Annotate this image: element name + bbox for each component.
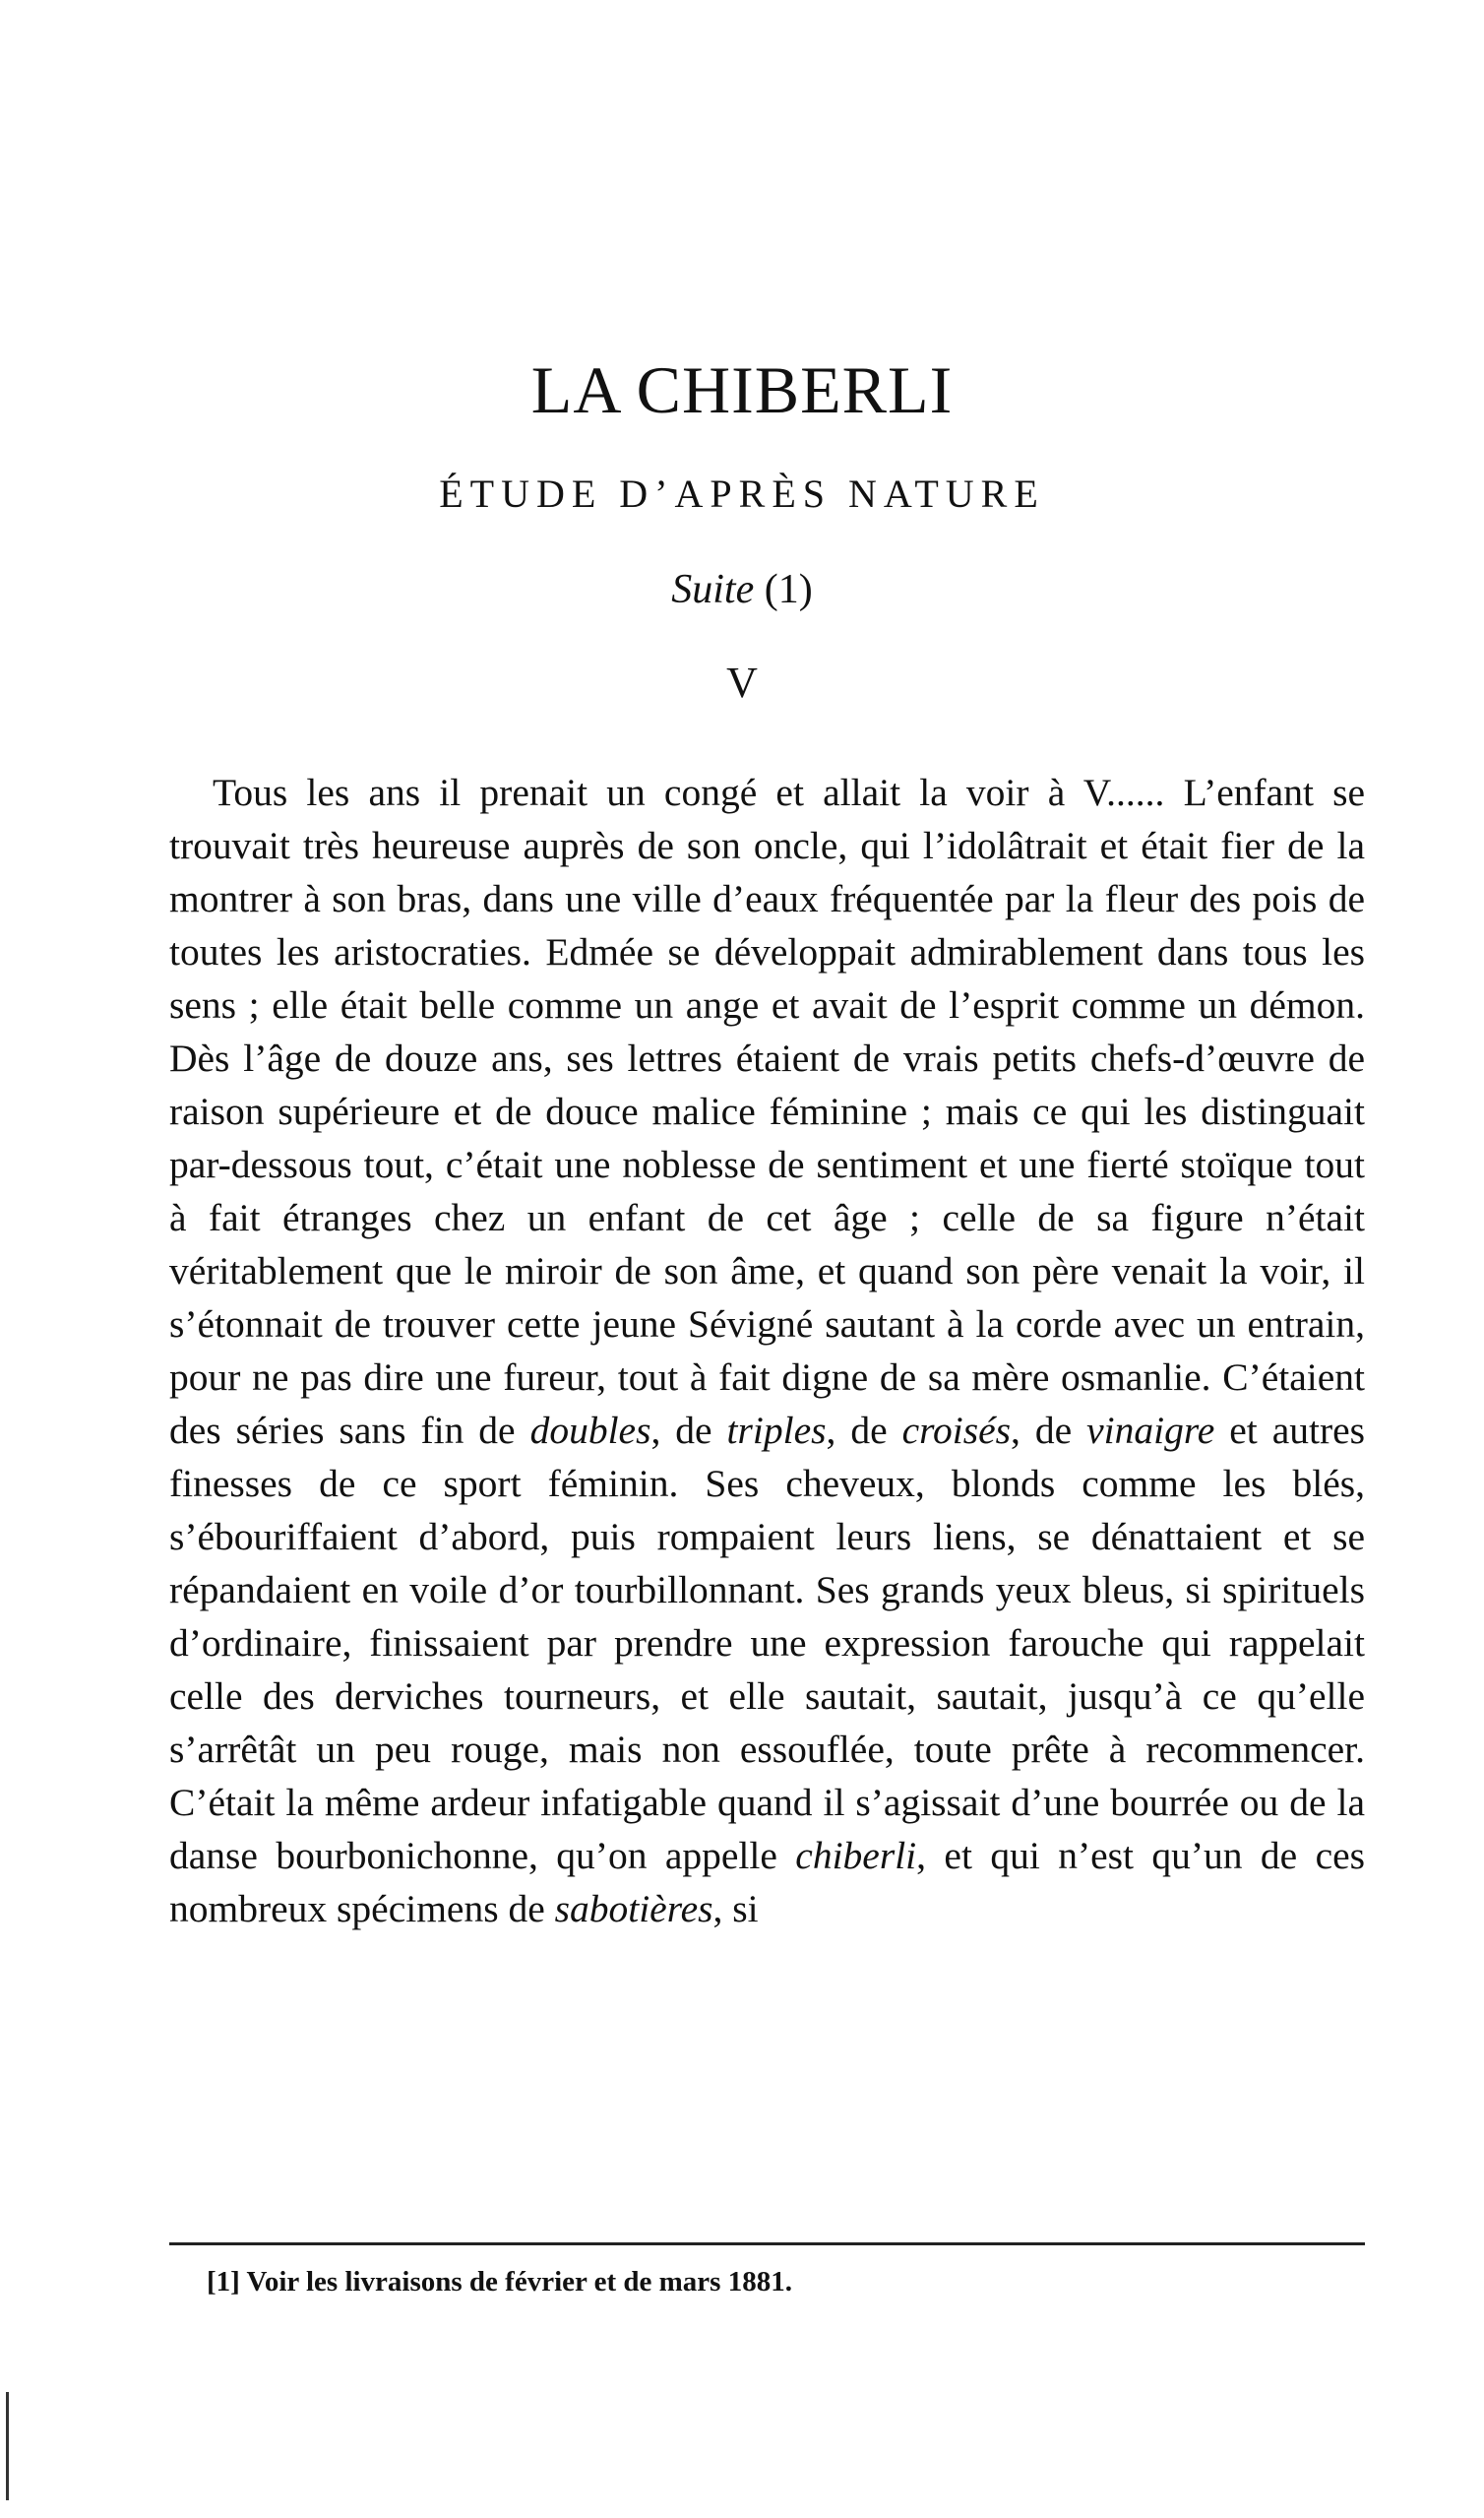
italic-term: sabotières xyxy=(554,1887,713,1930)
margin-scan-mark xyxy=(6,2392,9,2500)
text-run: , de xyxy=(1011,1409,1073,1452)
text-run: et autres finesses de ce sport féminin. Ses cheveux, blonds comme les blés, s’ébouriffaient d’abord, puis rompaient leurs liens, se dénattaient et se répandaient en voile d’or tourbillonnant. Ses grands yeux bleus, si spirituels d’ordinaire, finissaient par prendre une expression farouche qui rappelait celle des derviches tourneurs, et elle sautait, sautait, jusqu’à ce qu’elle s’arrêtât un peu rouge, mais non essouflée, toute prête à recommencer. C’était la même ardeur infatigable quand il s’agissait d’une bourrée ou de la danse bourbonichonne, qu’on appelle xyxy=(169,1409,1366,1877)
italic-term: triples xyxy=(726,1409,827,1452)
suite-line xyxy=(0,566,1484,613)
footnote-reference: (1) xyxy=(764,567,813,612)
suite-word: Suite xyxy=(671,567,755,612)
text-run: Tous les ans il prenait un congé et allait la voir à V...... L’enfant se trouvait très heureuse auprès de son oncle, qui l’idolâtrait et était fier de la montrer à son bras, dans une ville d’eaux fréquentée par la fleur des pois de toutes les aristocraties. Edmée se développait admirablement dans tous les sens ; elle était belle comme un ange et avait de l’esprit comme un démon. Dès l’âge de douze ans, ses lettres étaient de vrais petits chefs-d’œuvre de raison supérieure et de douce malice féminine ; mais ce qui les distinguait par-dessous tout, c’était une noblesse de sentiment et une fierté stoïque tout à fait étranges chez un enfant de cet âge ; celle de sa figure n’était véritablement que le miroir de son âme, et quand son père venait la voir, il s’étonnait de trouver cette jeune Sévigné sautant à la corde avec un entrain, pour ne pas dire une fureur, tout à fait digne de sa mère osmanlie. C’étaient des séries sans fin de xyxy=(169,771,1365,1452)
page-subtitle: ÉTUDE D’APRÈS NATURE xyxy=(439,472,1045,516)
text-run: , et qui n’est qu’un de ces nombreux spécimens de xyxy=(169,1834,1366,1930)
italic-term: vinaigre xyxy=(1086,1409,1215,1452)
chapter-number: V xyxy=(726,659,758,707)
text-run: , si xyxy=(712,1887,759,1930)
italic-term: doubles xyxy=(529,1409,651,1452)
footnote-divider xyxy=(169,2242,1365,2245)
page-title: LA CHIBERLI xyxy=(530,352,954,427)
italic-term: croisés xyxy=(901,1409,1012,1452)
text-run: , de xyxy=(650,1409,712,1452)
body-paragraph xyxy=(169,766,1365,1935)
footnote: [1] Voir les livraisons de février et de mars 1881. xyxy=(207,2266,792,2298)
text-run: , de xyxy=(826,1409,888,1452)
italic-term: chiberli xyxy=(795,1834,917,1877)
